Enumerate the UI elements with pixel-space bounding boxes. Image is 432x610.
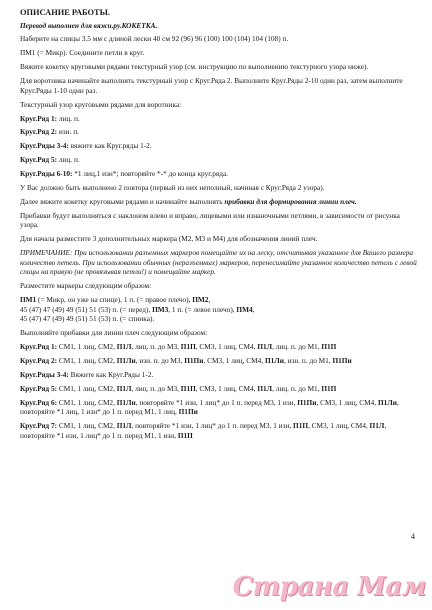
- increase-code: П1Ли: [264, 355, 284, 365]
- increase-code: П1Л: [369, 421, 385, 431]
- page-number: 4: [411, 532, 415, 541]
- pattern-row-6-10: [20, 169, 420, 179]
- row-label: Круг.Ряды 6-10:: [20, 169, 73, 179]
- marker-3: ПМ3: [152, 304, 169, 314]
- row-label: Круг.Ряды 3-4:: [20, 369, 69, 379]
- marker-1: ПМ1: [20, 295, 37, 305]
- increase-intro: [20, 197, 420, 207]
- placement-text: (= Микр, он уже на спице), 1 п. (= правое плечо),: [36, 295, 193, 305]
- shoulder-row-7: [20, 421, 420, 440]
- row-text: Вяжите как Круг.Ряды 1-2.: [68, 369, 154, 379]
- pattern-row-2: [20, 127, 420, 137]
- row-label: Круг.Ряд 5:: [20, 155, 58, 165]
- placement-comma: ,: [208, 295, 211, 305]
- increase-code: П1Ли: [377, 397, 397, 407]
- shoulder-row-2: [20, 356, 420, 366]
- row-text: СМ1, 1 лиц, СМ2,: [57, 342, 117, 352]
- row-text: , лиц. п. до М3,: [131, 383, 181, 393]
- row-label: Круг.Ряд 1:: [20, 113, 58, 123]
- increase-code: П1П: [321, 383, 337, 393]
- increase-code: П1Ли: [116, 397, 136, 407]
- document-page: [20, 8, 420, 445]
- row-text: лиц. п.: [57, 113, 80, 123]
- row-label: Круг.Ряд 7:: [20, 421, 58, 431]
- placement-text: , 1 п. (= левое плечо),: [168, 304, 237, 314]
- increase-code: П1П: [177, 430, 193, 440]
- marker-paragraph: ПМ1 (= Микр). Соедините петли в круг.: [20, 48, 145, 58]
- row-text: , повторяйте *1 лиц, 1 изн* до 1 п. перед М1, 1 лиц,: [20, 397, 399, 417]
- row-text: СМ1, 1 лиц, СМ2,: [57, 397, 117, 407]
- row-text: , СМ3, 1 лиц, СМ4,: [308, 421, 370, 431]
- collar-paragraph: Для воротника начинайте выполнять текстурный узор с Круг.Ряда 2. Выполните Круг.Ряды 2-10 один раз, затем выполните Круг.Ряды 1-10 один раз.: [20, 76, 403, 95]
- intro-emphasis: прибавки для формирования линии плеч.: [224, 196, 357, 206]
- shoulder-heading: Выполняйте прибавки для линии плеч следующим образом:: [20, 328, 208, 338]
- row-text: , СМ3, 1 лиц, СМ4,: [195, 383, 258, 393]
- increase-code: П1П: [180, 342, 196, 352]
- row-label: Круг.Ряды 3-4:: [20, 141, 69, 151]
- marker-placement: [20, 295, 420, 324]
- cast-on-paragraph: Наберите на спицы 3.5 мм с длиной лески 40 см 92 (96) 96 (100) 100 (104) 104 (108) п.: [20, 34, 289, 44]
- placement-heading: Разместите маркеры следующим образом:: [20, 281, 152, 291]
- pattern-row-3-4: [20, 141, 420, 151]
- intro-text: Далее вяжите кокетку круговыми рядами и начинайте выполнять: [20, 196, 225, 206]
- row-text: , СМ3, 1 лиц, СМ4,: [316, 397, 378, 407]
- shoulder-row-1: [20, 342, 420, 352]
- row-text: , СМ3, 1 лиц, СМ4,: [195, 342, 258, 352]
- increase-code: П1Ли: [116, 355, 136, 365]
- increase-code: П1Л: [116, 383, 132, 393]
- note-paragraph: ПРИМЕЧАНИЕ: При использовании разъемных маркеров помещайте их на леску, отсчитывая указанное для Вашего размера количество петель. При использовании обычных (неразъемных) маркеров, перенесимайте указанное количество петель с левой спицы на правую (не провязывая петли!) и помещайте маркер.: [20, 248, 417, 277]
- increase-code: П1Пи: [178, 407, 198, 417]
- row-label: Круг.Ряд 6:: [20, 397, 58, 407]
- shoulder-row-5: [20, 384, 420, 394]
- row-label: Круг.Ряд 2:: [20, 127, 58, 137]
- increase-code: П1П: [321, 342, 337, 352]
- increase-code: П1Л: [116, 342, 132, 352]
- row-label: Круг.Ряд 5:: [20, 383, 58, 393]
- row-label: Круг.Ряд 2:: [20, 355, 58, 365]
- row-text: , лиц. п. до М1,: [272, 383, 322, 393]
- row-text: СМ1, 1 лиц, СМ2,: [57, 355, 117, 365]
- increase-code: П1П: [180, 383, 196, 393]
- row-text: *1 лиц,1 изн*; повторяйте *-* до конца круг.ряда.: [72, 169, 229, 179]
- row-text: , лиц. п. до М1,: [272, 342, 322, 352]
- pattern-heading: Текстурный узор круговыми рядами для воротника:: [20, 99, 182, 109]
- pattern-row-5: [20, 155, 420, 165]
- row-text: , изн. п. до М3,: [135, 355, 185, 365]
- row-text: изн. п.: [57, 127, 79, 137]
- row-label: Круг.Ряд 1:: [20, 342, 58, 352]
- row-text: , повторяйте *1 изн, 1 лиц* до 1 п. перед М3, 1 изн,: [135, 397, 298, 407]
- row-text: , повторяйте *1 изн, 1 лиц* до 1 п. перед М1, 1 изн,: [20, 421, 387, 440]
- increase-paragraph: Прибавки будут выполняться с наклоном влево и вправо, лицевыми или изнаночными петлями, в зависимости от рисунка узора.: [20, 210, 400, 230]
- row-text: СМ1, 1 лиц, СМ2,: [57, 421, 117, 431]
- repeat-paragraph: У Вас должно быть выполнено 2 повтора (первый из них неполный, начиная с Круг.Ряда 2 узора).: [20, 182, 325, 192]
- increase-code: П1Пи: [297, 397, 317, 407]
- row-text: , лиц. п. до М3,: [131, 342, 181, 352]
- placement-comma: ,: [252, 304, 255, 314]
- row-text: вяжите как Круг.ряды 1-2.: [68, 141, 152, 151]
- increase-code: П1П: [293, 421, 309, 431]
- increase-code: П1Л: [257, 342, 273, 352]
- yoke-paragraph: Вяжите кокетку круговыми рядами текстурный узор (см. инструкцию по выполнению текстурного узора ниже).: [20, 62, 369, 72]
- increase-code: П1Л: [257, 383, 273, 393]
- shoulder-row-3-4: [20, 370, 420, 380]
- marker-4: ПМ4: [236, 304, 253, 314]
- watermark-logo: Страна Мам: [232, 572, 426, 602]
- placement-front: 45 (47) 47 (49) 49 (51) 51 (53) п. (= перед),: [20, 304, 153, 314]
- row-text: , СМ3, 1 лиц, СМ4,: [203, 355, 265, 365]
- row-text: , изн. п. до М1,: [283, 355, 333, 365]
- markers-paragraph: Для начала разместите 3 дополнительных маркера (М2, М3 и М4) для обозначения линий плеч.: [20, 234, 318, 244]
- increase-code: П1Пи: [184, 355, 204, 365]
- row-text: СМ1, 1 лиц, СМ2,: [57, 383, 117, 393]
- placement-back: 45 (47) 47 (49) 49 (51) 51 (53) п. (= спинка).: [20, 314, 155, 324]
- increase-code: П1Л: [116, 421, 132, 431]
- marker-2: ПМ2: [192, 295, 209, 305]
- row-text: лиц. п.: [57, 155, 80, 165]
- pattern-row-1: [20, 114, 420, 124]
- section-heading: ОПИСАНИЕ РАБОТЫ.: [20, 8, 110, 17]
- row-text: , повторяйте *1 изн, 1 лиц* до 1 п. перед М3, 1 изн,: [131, 421, 294, 431]
- translation-credit: Перевод выполнен для вяжи.ру.КОКЕТКА.: [20, 20, 158, 30]
- shoulder-row-6: [20, 398, 420, 417]
- increase-code: П1Пи: [332, 355, 352, 365]
